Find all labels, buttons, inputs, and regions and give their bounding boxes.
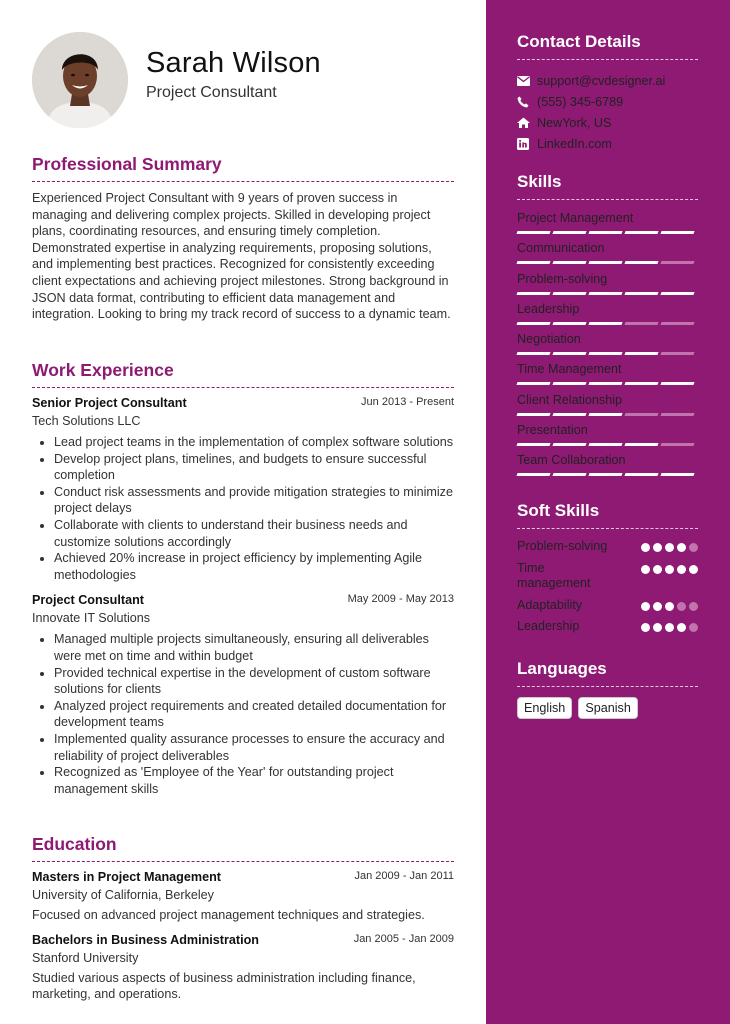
skill-name: Time Management — [517, 362, 622, 377]
soft-skill-name: Time management — [517, 560, 591, 591]
skill-bar-segment — [516, 382, 550, 385]
bullet-item: • Collaborate with clients to understand their business needs and customize solutions accordingly — [54, 517, 454, 550]
rating-dot — [665, 565, 674, 574]
skill-item — [517, 422, 698, 452]
skill-item — [517, 240, 698, 270]
rating-dot — [689, 543, 698, 552]
skills-heading: Skills — [517, 172, 698, 200]
skill-bar-segment — [588, 292, 622, 295]
rating-dot — [641, 565, 650, 574]
work-section — [32, 360, 454, 797]
skill-bar-segment — [552, 261, 586, 264]
location-text: NewYork, US — [537, 115, 612, 130]
skill-level-bar — [517, 473, 698, 476]
contact-phone[interactable] — [517, 91, 698, 112]
skill-bar-segment — [552, 473, 586, 476]
rating-dot — [677, 623, 686, 632]
skill-level-bar — [517, 322, 698, 325]
skill-bar-segment — [516, 443, 550, 446]
job-entry — [32, 593, 454, 797]
soft-skill-item — [517, 598, 698, 614]
email-text: support@cvdesigner.ai — [537, 73, 666, 88]
soft-skill-rating — [641, 543, 698, 552]
envelope-icon — [517, 76, 537, 86]
skill-level-bar — [517, 352, 698, 355]
rating-dot — [677, 602, 686, 611]
skills-section — [517, 172, 698, 483]
skill-item — [517, 452, 698, 482]
skill-bar-segment — [624, 322, 658, 325]
skill-bar-segment — [624, 443, 658, 446]
skill-bar-segment — [516, 473, 550, 476]
languages-list — [517, 697, 698, 719]
soft-skill-name: Adaptability — [517, 597, 583, 612]
job-bullets — [54, 631, 454, 797]
skill-bar-segment — [660, 261, 694, 264]
rating-dot — [653, 602, 662, 611]
rating-dot — [689, 623, 698, 632]
soft-skills-heading: Soft Skills — [517, 501, 698, 529]
avatar — [32, 32, 128, 128]
skill-item — [517, 361, 698, 391]
soft-skill-rating — [641, 565, 698, 574]
school-name: University of California, Berkeley — [32, 888, 214, 902]
job-bullets — [54, 434, 454, 583]
skill-bar-segment — [516, 231, 550, 234]
bullet-item: • Provided technical expertise in the development of custom software solutions for clients — [54, 665, 454, 698]
soft-skills-list — [517, 539, 698, 635]
skill-level-bar — [517, 413, 698, 416]
education-entry — [32, 933, 454, 1003]
skill-bar-segment — [516, 413, 550, 416]
phone-text: (555) 345-6789 — [537, 94, 624, 109]
bullet-item: • Develop project plans, timelines, and budgets to ensure successful completion — [54, 451, 454, 484]
job-company: Tech Solutions LLC — [32, 414, 141, 428]
education-description: Focused on advanced project management techniques and strategies. — [32, 908, 425, 922]
job-entry — [32, 396, 454, 583]
skill-item — [517, 331, 698, 361]
skill-bar-segment — [624, 292, 658, 295]
bullet-item: • Conduct risk assessments and provide mitigation strategies to minimize project delays — [54, 484, 454, 517]
bullet-item: • Managed multiple projects simultaneously, ensuring all deliverables were met on time and within budget — [54, 631, 454, 664]
skill-level-bar — [517, 382, 698, 385]
education-heading: Education — [32, 834, 454, 862]
bullet-item: • Recognized as 'Employee of the Year' for outstanding project management skills — [54, 764, 454, 797]
skill-bar-segment — [660, 352, 694, 355]
rating-dot — [689, 565, 698, 574]
contact-location — [517, 112, 698, 133]
contact-email[interactable] — [517, 70, 698, 91]
languages-heading: Languages — [517, 659, 698, 687]
bullet-item: • Lead project teams in the implementation of complex software solutions — [54, 434, 454, 451]
soft-skill-item — [517, 561, 698, 592]
soft-skill-rating — [641, 602, 698, 611]
bullet-item: • Achieved 20% increase in project efficiency by implementing Agile methodologies — [54, 550, 454, 583]
skills-list — [517, 210, 698, 483]
skill-bar-segment — [660, 443, 694, 446]
skill-bar-segment — [660, 473, 694, 476]
education-description: Studied various aspects of business administration including finance, marketing, and operations. — [32, 970, 416, 1002]
skill-name: Problem-solving — [517, 271, 608, 286]
rating-dot — [689, 602, 698, 611]
soft-skill-rating — [641, 623, 698, 632]
skill-item — [517, 392, 698, 422]
rating-dot — [665, 543, 674, 552]
rating-dot — [677, 565, 686, 574]
job-title: Project Consultant — [32, 593, 144, 608]
candidate-title: Project Consultant — [146, 84, 277, 101]
skill-bar-segment — [516, 261, 550, 264]
skill-name: Presentation — [517, 423, 588, 438]
summary-heading: Professional Summary — [32, 154, 454, 182]
education-date: Jan 2009 - Jan 2011 — [354, 870, 454, 882]
skill-bar-segment — [552, 322, 586, 325]
job-date: Jun 2013 - Present — [361, 396, 454, 408]
skill-bar-segment — [660, 322, 694, 325]
language-pill: Spanish — [578, 697, 638, 719]
skill-name: Communication — [517, 241, 605, 256]
resume-header — [32, 32, 462, 128]
soft-skills-section — [517, 501, 698, 635]
bullet-item: • Implemented quality assurance processes to ensure the accuracy and reliability of project deliverables — [54, 731, 454, 764]
soft-skill-name: Leadership — [517, 619, 580, 634]
work-heading: Work Experience — [32, 360, 454, 388]
skill-bar-segment — [552, 413, 586, 416]
skill-bar-segment — [660, 231, 694, 234]
skill-name: Leadership — [517, 301, 580, 316]
skill-bar-segment — [588, 443, 622, 446]
rating-dot — [653, 543, 662, 552]
rating-dot — [665, 602, 674, 611]
skill-bar-segment — [624, 413, 658, 416]
skill-bar-segment — [588, 473, 622, 476]
languages-section — [517, 659, 698, 719]
skill-bar-segment — [624, 261, 658, 264]
rating-dot — [653, 623, 662, 632]
contact-section — [517, 32, 698, 154]
skill-bar-segment — [660, 292, 694, 295]
education-section — [32, 834, 454, 1003]
skill-level-bar — [517, 231, 698, 234]
soft-skill-item — [517, 539, 698, 555]
degree-title: Bachelors in Business Administration — [32, 932, 259, 947]
linkedin-text: LinkedIn.com — [537, 136, 612, 151]
skill-bar-segment — [588, 322, 622, 325]
rating-dot — [677, 543, 686, 552]
degree-title: Masters in Project Management — [32, 870, 221, 884]
job-company: Innovate IT Solutions — [32, 611, 151, 626]
job-date: May 2009 - May 2013 — [347, 593, 454, 606]
skill-bar-segment — [588, 261, 622, 264]
rating-dot — [641, 602, 650, 611]
skill-bar-segment — [588, 352, 622, 355]
soft-skill-item — [517, 619, 698, 635]
skill-name: Team Collaboration — [517, 453, 626, 468]
phone-icon — [517, 96, 537, 108]
contact-linkedin[interactable] — [517, 133, 698, 154]
skill-level-bar — [517, 292, 698, 295]
skill-bar-segment — [588, 382, 622, 385]
language-pill: English — [517, 697, 572, 719]
skill-bar-segment — [516, 352, 550, 355]
skill-bar-segment — [552, 231, 586, 234]
skill-item — [517, 301, 698, 331]
bullet-item: • Analyzed project requirements and created detailed documentation for development teams — [54, 698, 454, 731]
rating-dot — [641, 543, 650, 552]
education-entry — [32, 870, 454, 924]
skill-bar-segment — [624, 473, 658, 476]
job-title: Senior Project Consultant — [32, 396, 187, 410]
linkedin-icon — [517, 138, 537, 150]
skill-name: Project Management — [517, 211, 634, 225]
skill-bar-segment — [660, 382, 694, 385]
skill-bar-segment — [660, 413, 694, 416]
summary-section — [32, 154, 454, 323]
skill-bar-segment — [624, 231, 658, 234]
soft-skill-name: Problem-solving — [517, 539, 608, 553]
candidate-name: Sarah Wilson — [146, 47, 321, 79]
school-name: Stanford University — [32, 950, 139, 965]
skill-bar-segment — [552, 292, 586, 295]
rating-dot — [665, 623, 674, 632]
skill-name: Negotiation — [517, 332, 581, 347]
skill-name: Client Relationship — [517, 392, 623, 407]
rating-dot — [641, 623, 650, 632]
skill-level-bar — [517, 443, 698, 446]
skill-bar-segment — [588, 413, 622, 416]
home-icon — [517, 117, 537, 128]
summary-text: Experienced Project Consultant with 9 years of proven success in managing and delivering complex projects. Skilled in developing project plans, coordinating resources, and ensuring timely completion. Demonstrated expertise in analyzing requirements, proposing solutions, and implementing best practices. Recognized for consistently exceeding client expectations and achieving project milestones. Strong background in JSON data format, contributing to efficient data management and integration. Looking to bring my track record of success to a dynamic team. — [32, 191, 451, 322]
skill-bar-segment — [552, 352, 586, 355]
skill-item — [517, 271, 698, 301]
education-date: Jan 2005 - Jan 2009 — [353, 932, 454, 945]
skill-bar-segment — [516, 292, 550, 295]
skill-bar-segment — [552, 382, 586, 385]
skill-item — [517, 210, 698, 240]
skill-bar-segment — [552, 443, 586, 446]
skill-bar-segment — [588, 231, 622, 234]
contact-heading: Contact Details — [517, 32, 698, 60]
rating-dot — [653, 565, 662, 574]
skill-level-bar — [517, 261, 698, 264]
skill-bar-segment — [624, 352, 658, 355]
skill-bar-segment — [624, 382, 658, 385]
skill-bar-segment — [516, 322, 550, 325]
